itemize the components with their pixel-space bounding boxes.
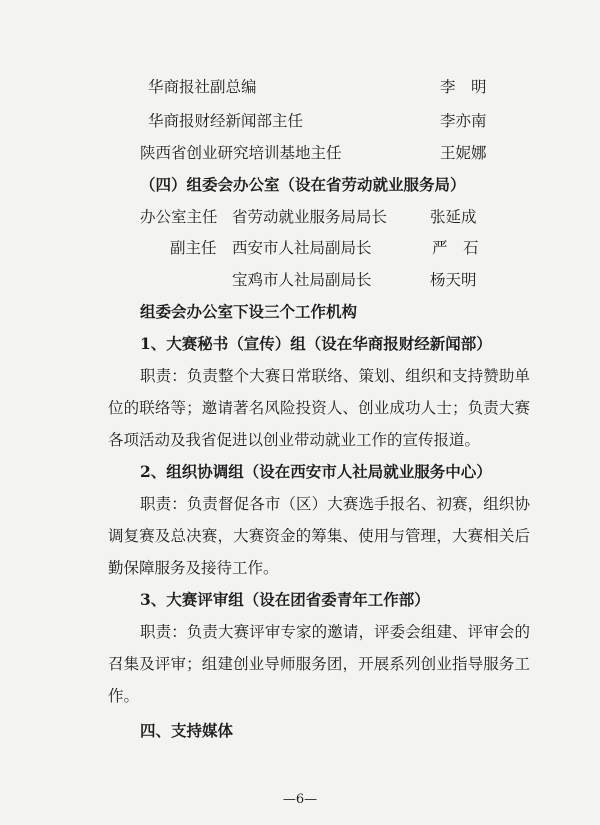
group-line: 作。 xyxy=(108,687,140,705)
member-title: 陕西省创业研究培训基地主任 xyxy=(140,144,342,162)
office-role: 办公室主任 xyxy=(140,208,218,226)
section-heading: 四、支持媒体 xyxy=(140,721,234,740)
group-heading: 3、大赛评审组（设在团省委青年工作部） xyxy=(140,590,430,609)
group-line: 勤保障服务及接待工作。 xyxy=(108,559,279,577)
office-name: 张延成 xyxy=(430,208,477,226)
group-line: 职责：负责整个大赛日常联络、策划、组织和支持赞助单 xyxy=(140,367,530,385)
group-line: 位的联络等；邀请著名风险投资人、创业成功人士；负责大赛 xyxy=(108,399,530,417)
office-role: 副主任 xyxy=(170,239,217,257)
office-position: 西安市人社局副局长 xyxy=(232,239,372,257)
office-intro: 组委会办公室下设三个工作机构 xyxy=(140,302,358,321)
group-line: 调复赛及总决赛，大赛资金的筹集、使用与管理，大赛相关后 xyxy=(108,527,530,545)
office-position: 省劳动就业服务局局长 xyxy=(232,208,388,226)
member-name: 李 明 xyxy=(440,78,487,96)
group-line: 职责：负责大赛评审专家的邀请，评委会组建、评审会的 xyxy=(140,623,530,641)
office-name: 杨天明 xyxy=(430,271,477,289)
group-line: 各项活动及我省促进以创业带动就业工作的宣传报道。 xyxy=(108,431,481,449)
group-heading: 1、大赛秘书（宣传）组（设在华商报财经新闻部） xyxy=(140,334,492,353)
page-number: —6— xyxy=(282,792,318,807)
member-name: 王妮娜 xyxy=(440,144,487,162)
group-line: 召集及评审；组建创业导师服务团，开展系列创业指导服务工 xyxy=(108,655,530,673)
office-name: 严 石 xyxy=(432,239,479,257)
member-title: 华商报社副总编 xyxy=(148,78,257,96)
office-heading: （四）组委会办公室（设在省劳动就业服务局） xyxy=(140,175,466,194)
member-name: 李亦南 xyxy=(440,112,487,130)
group-heading: 2、组织协调组（设在西安市人社局就业服务中心） xyxy=(140,462,492,481)
office-position: 宝鸡市人社局副局长 xyxy=(232,271,372,289)
group-line: 职责：负责督促各市（区）大赛选手报名、初赛，组织协 xyxy=(140,495,530,513)
member-title: 华商报财经新闻部主任 xyxy=(148,112,304,130)
